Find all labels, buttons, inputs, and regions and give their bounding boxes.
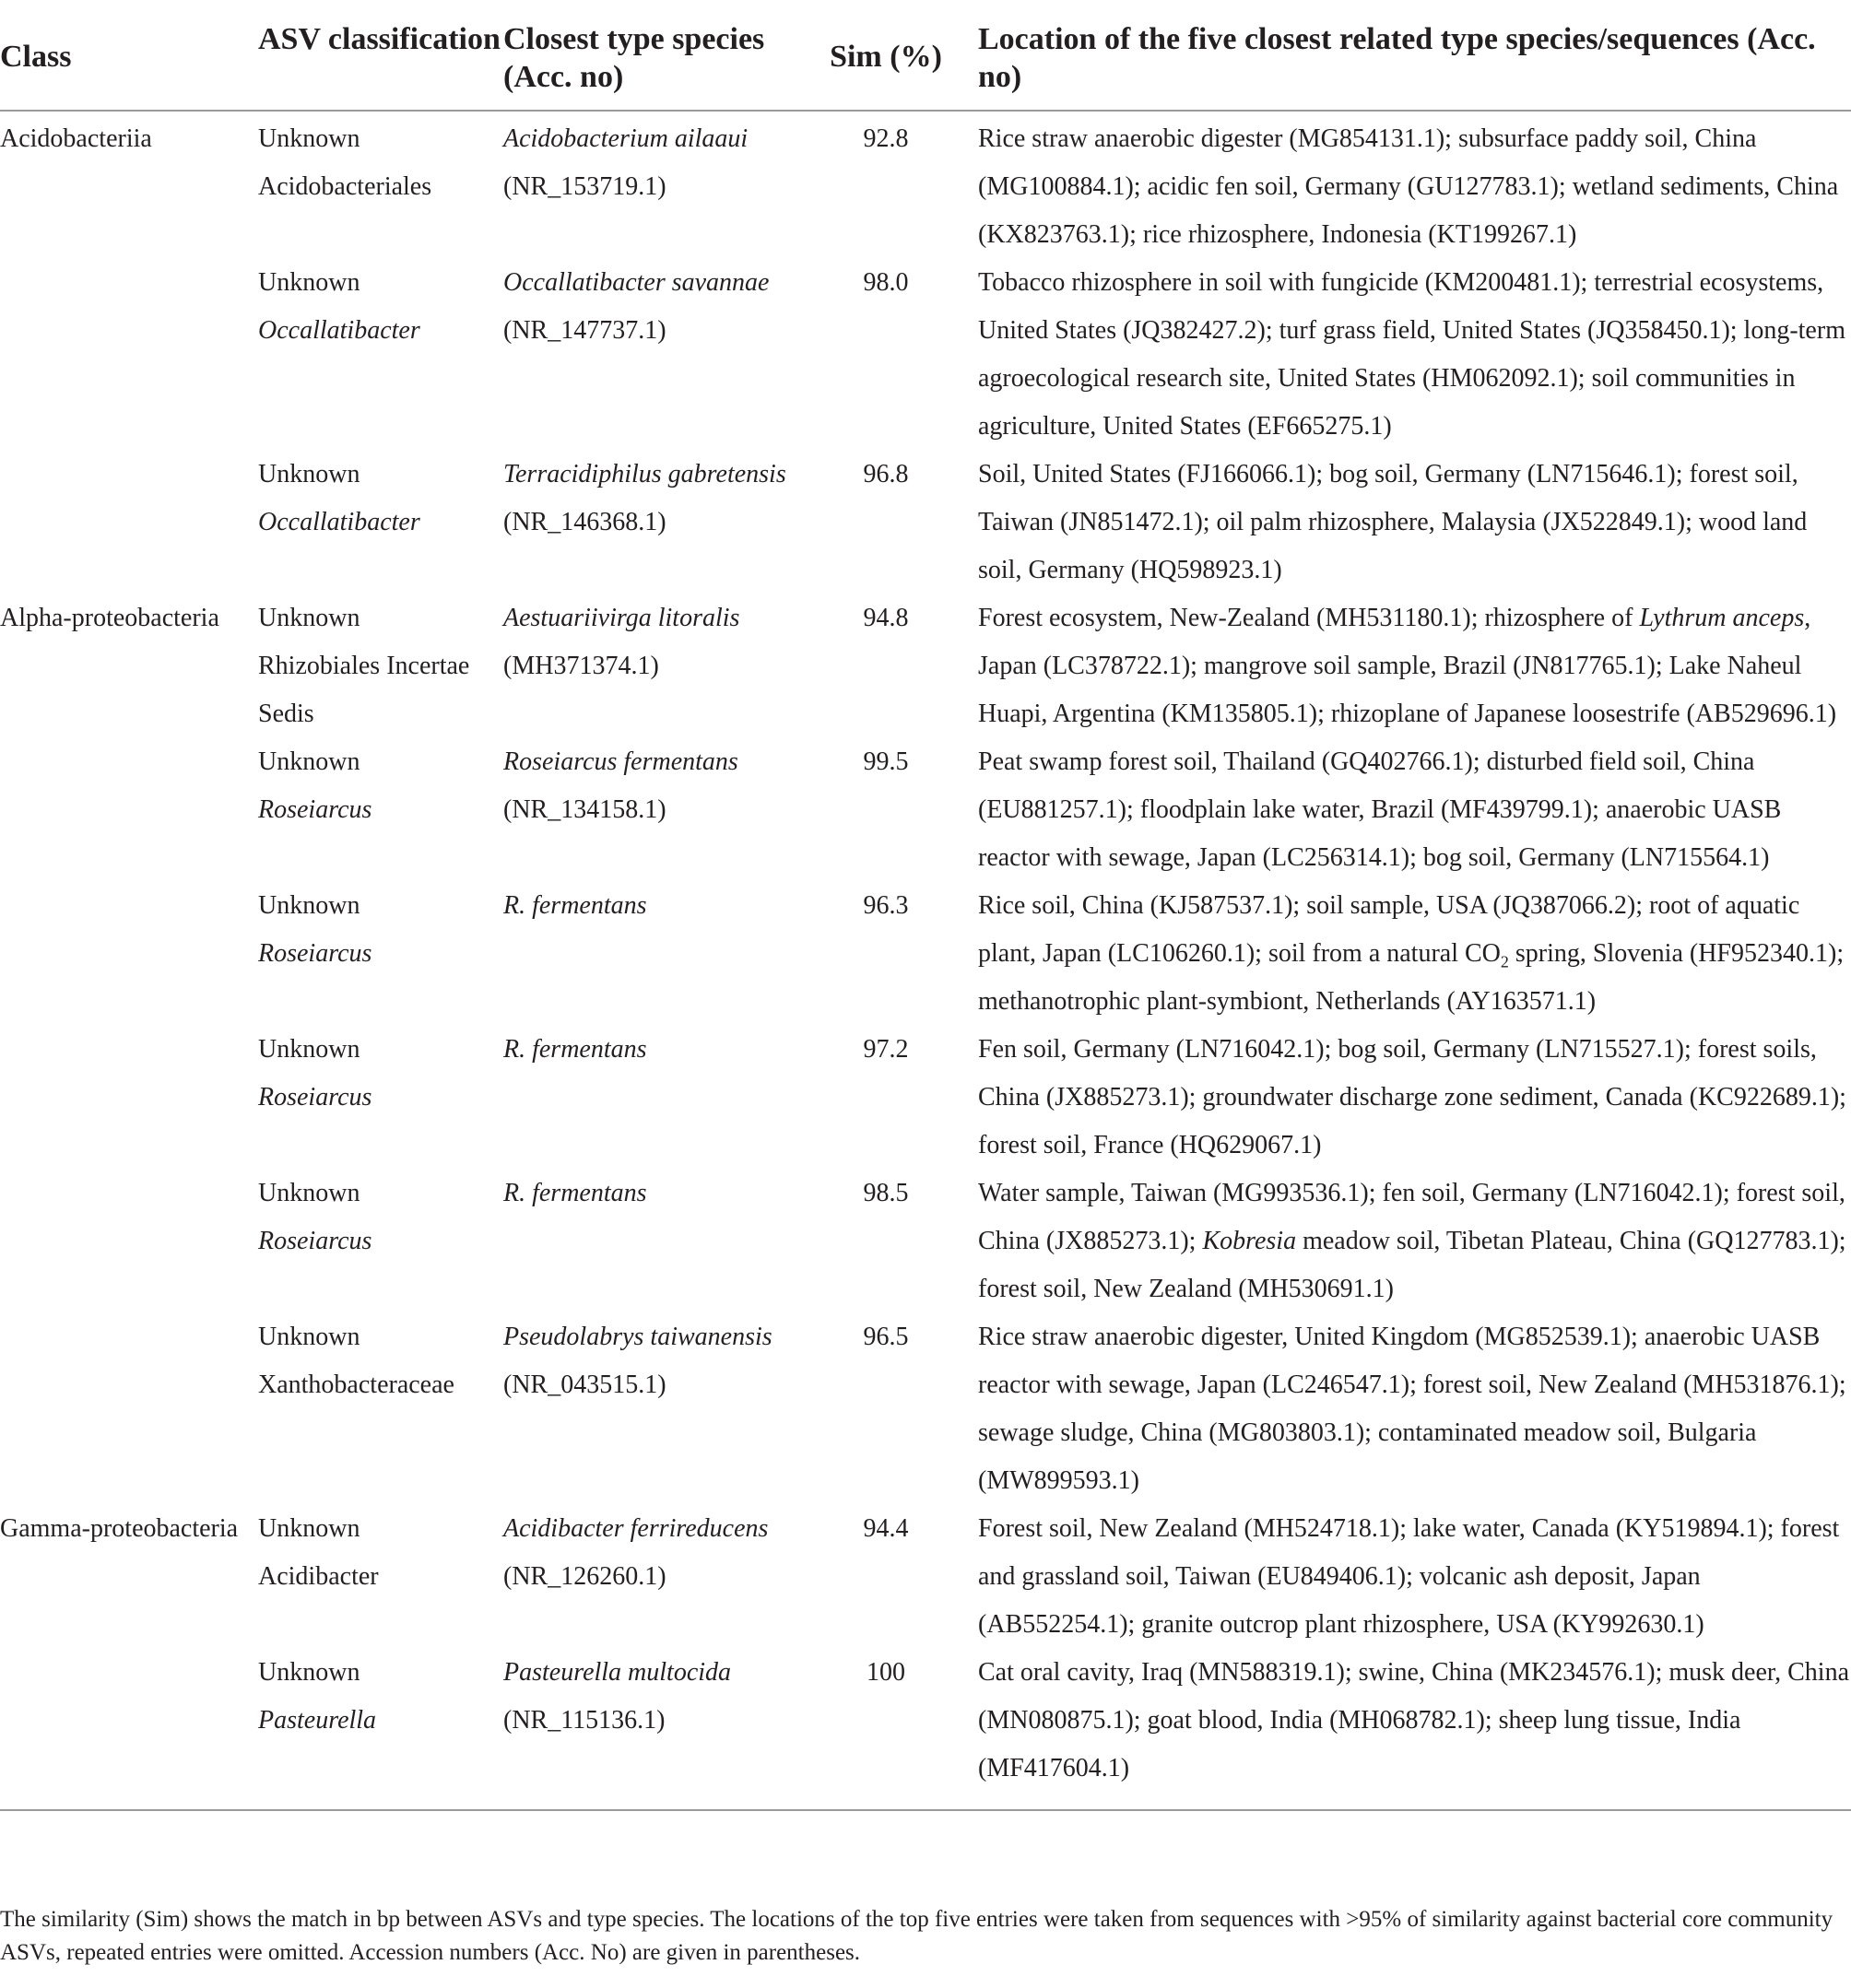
cell-location: Rice straw anaerobic digester (MG854131.1); subsurface paddy soil, China (MG100884.1); acidic fen soil, Germany (GU127783.1); wetland sediments, China (KX823763.1); rice rhizosphere, Indonesia (KT199267.1) (978, 124, 1839, 249)
cell-sim: 99.5 (863, 747, 909, 776)
species-accession: (NR_043515.1) (503, 1370, 666, 1399)
table-row (0, 111, 1851, 259)
species-accession: (NR_147737.1) (503, 316, 666, 345)
species-name: Occallatibacter savannae (503, 268, 770, 297)
location-text: Water sample, Taiwan (MG993536.1); fen soil, Germany (LN716042.1); forest soil, China (JX885273.1); (978, 1179, 1845, 1255)
cell-sim: 96.8 (863, 460, 909, 488)
cell-sim: 94.8 (863, 604, 909, 632)
table-row (0, 882, 1851, 1026)
cell-class (0, 1649, 258, 1810)
table-row (0, 1649, 1851, 1810)
cell-species (503, 1170, 794, 1313)
cell-species (503, 738, 794, 882)
cell-class (0, 1170, 258, 1313)
table-footnote: The similarity (Sim) shows the match in bp between ASVs and type species. The locations of the top five entries were taken from sequences with >95% of similarity against bacterial core community ASVs, repeated entries were omitted. Accession numbers (Acc. No) are given in parentheses. (0, 1907, 1833, 1965)
cell-species (503, 594, 794, 738)
asv-line-2: Roseiarcus (258, 795, 372, 824)
cell-asv (258, 594, 503, 738)
asv-line-1: Unknown (258, 268, 360, 297)
table-row (0, 451, 1851, 594)
asv-line-2: Occallatibacter (258, 316, 420, 345)
asv-line-2: Acidibacter (258, 1562, 379, 1591)
species-name: R. fermentans (503, 1179, 647, 1207)
cell-asv (258, 1170, 503, 1313)
cell-class (0, 1026, 258, 1170)
species-name: Acidobacterium ailaaui (503, 124, 749, 153)
cell-species (503, 111, 794, 259)
table-row (0, 1505, 1851, 1649)
table-row (0, 259, 1851, 451)
table-row (0, 594, 1851, 738)
header-class: Class (0, 11, 258, 111)
cell-asv (258, 1026, 503, 1170)
species-name: Roseiarcus fermentans (503, 747, 738, 776)
location-text-rest: , Japan (LC378722.1); mangrove soil sample, Brazil (JN817765.1); Lake Naheul Huapi, Argentina (KM135805.1); rhizoplane of Japanese loosestrife (AB529696.1) (978, 604, 1837, 728)
cell-species (503, 1649, 794, 1810)
cell-location: Forest soil, New Zealand (MH524718.1); lake water, Canada (KY519894.1); forest and grassland soil, Taiwan (EU849406.1); volcanic ash deposit, Japan (AB552254.1); granite outcrop plant rhizosphere, USA (KY992630.1) (978, 1514, 1840, 1639)
location-text: Rice soil, China (KJ587537.1); soil sample, USA (JQ387066.2); root of aquatic plant, Japan (LC106260.1); soil from a natural CO (978, 891, 1800, 968)
cell-species (503, 1313, 794, 1505)
cell-class (0, 738, 258, 882)
cell-asv (258, 1505, 503, 1649)
cell-sim: 92.8 (863, 124, 909, 153)
species-name: Pseudolabrys taiwanensis (503, 1323, 772, 1351)
cell-sim: 100 (794, 1649, 978, 1810)
species-name: R. fermentans (503, 1035, 647, 1064)
species-name: Aestuariivirga litoralis (503, 604, 740, 632)
header-location: Location of the five closest related type species/sequences (Acc. no) (978, 11, 1851, 111)
asv-line-1: Unknown (258, 1179, 360, 1207)
asv-line-2: Roseiarcus (258, 939, 372, 968)
cell-species (503, 1026, 794, 1170)
cell-class (0, 882, 258, 1026)
species-accession: (NR_126260.1) (503, 1562, 666, 1591)
cell-asv (258, 451, 503, 594)
asv-line-2: Xanthobacteraceae (258, 1370, 454, 1399)
asv-line-2: Occallatibacter (258, 508, 420, 536)
cell-location (978, 594, 1851, 738)
cell-species (503, 259, 794, 451)
table-row (0, 1313, 1851, 1505)
asv-line-1: Unknown (258, 1035, 360, 1064)
species-accession: (NR_115136.1) (503, 1706, 666, 1735)
cell-class (0, 451, 258, 594)
cell-sim: 98.0 (863, 268, 909, 297)
table-row (0, 1026, 1851, 1170)
cell-location (978, 1170, 1851, 1313)
cell-asv (258, 738, 503, 882)
species-accession: (MH371374.1) (503, 652, 659, 680)
table-row (0, 738, 1851, 882)
cell-location: Peat swamp forest soil, Thailand (GQ402766.1); disturbed field soil, China (EU881257.1); floodplain lake water, Brazil (MF439799.1); anaerobic UASB reactor with sewage, Japan (LC256314.1); bog soil, Germany (LN715564.1) (978, 747, 1782, 872)
cell-asv (258, 111, 503, 259)
species-accession: (NR_153719.1) (503, 172, 666, 201)
species-accession: (NR_146368.1) (503, 508, 666, 536)
species-name: R. fermentans (503, 891, 647, 920)
cell-sim: 98.5 (863, 1179, 909, 1207)
cell-sim: 94.4 (863, 1514, 909, 1543)
location-text-rest: meadow soil, Tibetan Plateau, China (GQ127783.1); forest soil, New Zealand (MH530691.1) (978, 1227, 1846, 1303)
cell-class: Gamma-proteobacteria (0, 1514, 239, 1543)
cell-sim: 97.2 (863, 1035, 909, 1064)
species-name: Terracidiphilus gabretensis (503, 460, 786, 488)
cell-species (503, 882, 794, 1026)
asv-line-2: Roseiarcus (258, 1227, 372, 1255)
cell-location: Soil, United States (FJ166066.1); bog soil, Germany (LN715646.1); forest soil, Taiwan (JN851472.1); oil palm rhizosphere, Malaysia (JX522849.1); wood land soil, Germany (HQ598923.1) (978, 460, 1808, 584)
asv-line-2: Pasteurella (258, 1706, 377, 1735)
cell-class: Acidobacteriia (0, 124, 152, 153)
asv-line-1: Unknown (258, 460, 360, 488)
cell-species (503, 451, 794, 594)
cell-location: Cat oral cavity, Iraq (MN588319.1); swine, China (MK234576.1); musk deer, China (MN080875.1); goat blood, India (MH068782.1); sheep lung tissue, India (MF417604.1) (978, 1649, 1851, 1810)
asv-line-1: Unknown (258, 1323, 360, 1351)
asv-line-2: Acidobacteriales (258, 172, 432, 201)
location-text-rest: spring, Slovenia (HF952340.1); methanotrophic plant-symbiont, Netherlands (AY163571.1) (978, 939, 1845, 1016)
cell-location (978, 882, 1851, 1026)
cell-location: Fen soil, Germany (LN716042.1); bog soil, Germany (LN715527.1); forest soils, China (JX885273.1); groundwater discharge zone sediment, Canada (KC922689.1); forest soil, France (HQ629067.1) (978, 1035, 1846, 1159)
asv-line-1: Unknown (258, 1658, 360, 1687)
cell-location: Tobacco rhizosphere in soil with fungicide (KM200481.1); terrestrial ecosystems, United States (JQ382427.2); turf grass field, United States (JQ358450.1); long-term agroecological research site, United States (HM062092.1); soil communities in agriculture, United States (EF665275.1) (978, 268, 1845, 441)
header-closest-type-species: Closest type species (Acc. no) (503, 11, 794, 111)
cell-asv (258, 259, 503, 451)
asv-line-1: Unknown (258, 124, 360, 153)
asv-line-1: Unknown (258, 747, 360, 776)
asv-line-1: Unknown (258, 604, 360, 632)
cell-asv (258, 1649, 503, 1810)
cell-asv (258, 1313, 503, 1505)
cell-class: Alpha-proteobacteria (0, 604, 219, 632)
cell-asv (258, 882, 503, 1026)
header-asv-classification: ASV classification (258, 11, 503, 111)
asv-line-1: Unknown (258, 891, 360, 920)
asv-line-2: Rhizobiales Incertae Sedis (258, 652, 470, 728)
location-subscript: 2 (1500, 952, 1509, 971)
species-name: Acidibacter ferrireducens (503, 1514, 769, 1543)
cell-class (0, 1313, 258, 1505)
asv-line-2: Roseiarcus (258, 1083, 372, 1112)
header-similarity: Sim (%) (794, 11, 978, 111)
asv-line-1: Unknown (258, 1514, 360, 1543)
location-text: Forest ecosystem, New-Zealand (MH531180.1); rhizosphere of (978, 604, 1640, 632)
cell-location: Rice straw anaerobic digester, United Kingdom (MG852539.1); anaerobic UASB reactor with sewage, Japan (LC246547.1); forest soil, New Zealand (MH531876.1); sewage sludge, China (MG803803.1); contaminated meadow soil, Bulgaria (MW899593.1) (978, 1323, 1846, 1495)
species-name: Pasteurella multocida (503, 1658, 732, 1687)
location-italic: Kobresia (1202, 1227, 1297, 1255)
cell-sim: 96.5 (863, 1323, 909, 1351)
cell-sim: 96.3 (863, 891, 909, 920)
cell-species (503, 1505, 794, 1649)
cell-class (0, 259, 258, 451)
location-italic: Lythrum anceps (1639, 604, 1805, 632)
header-row (0, 11, 1851, 111)
bacteria-table (0, 11, 1851, 1811)
table-row (0, 1170, 1851, 1313)
species-accession: (NR_134158.1) (503, 795, 666, 824)
